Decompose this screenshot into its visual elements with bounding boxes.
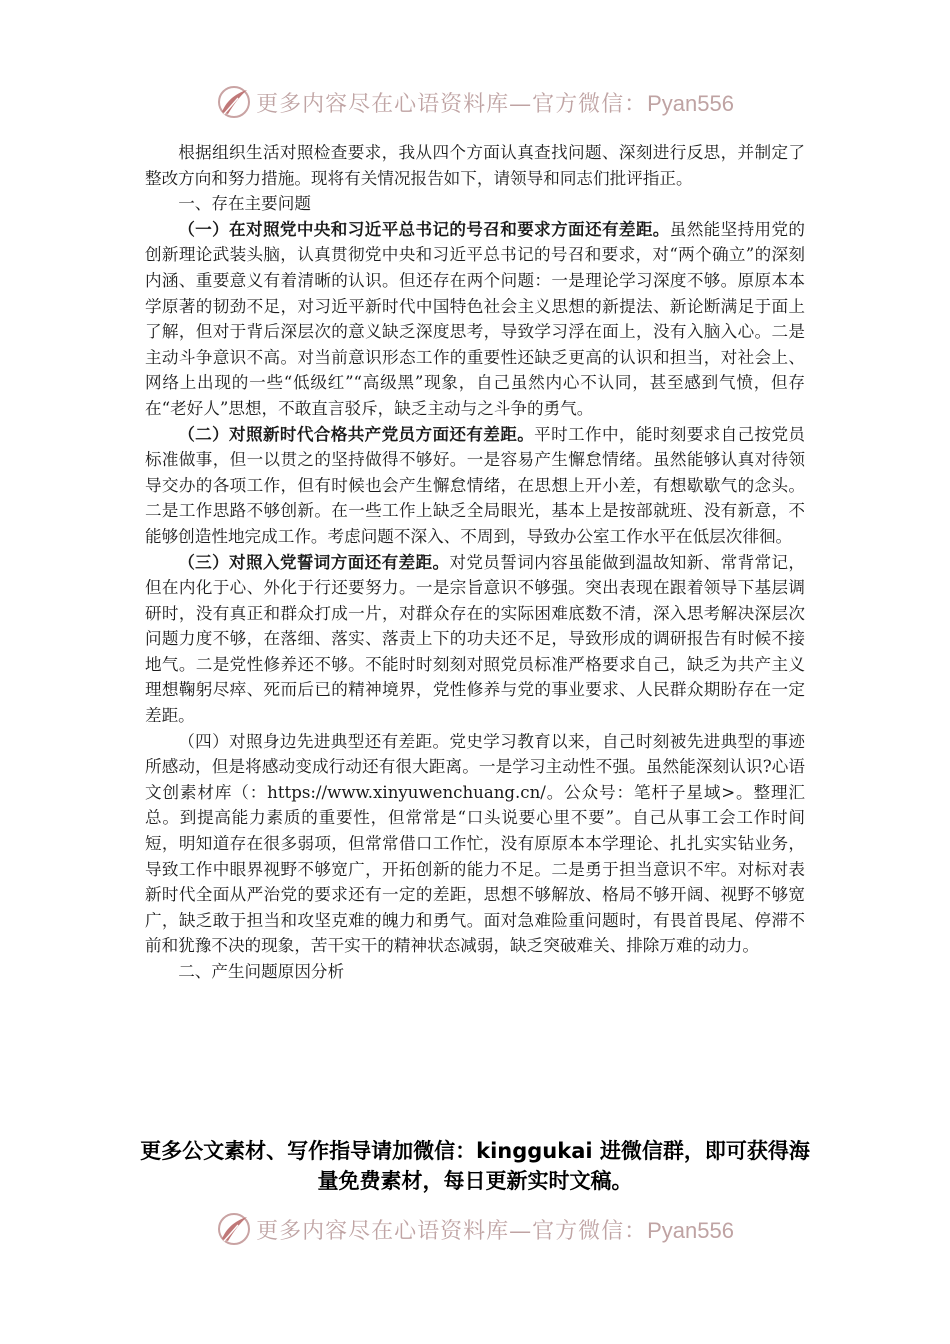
footer-watermark-banner: [0, 1209, 950, 1249]
paragraph-1: [145, 217, 805, 422]
section-heading-1: 一、存在主要问题: [178, 194, 311, 214]
paragraph-1-body: 虽然能坚持用党的创新理论武装头脑，认真贯彻党中央和习近平总书记的号召和要求，对“两个确立”的深刻内涵、重要意义有着清晰的认识。但还存在两个问题：一是理论学习深度不够。原原本本学原著的韧劲不足，对习近平新时代中国特色社会主义思想的新提法、新论断满足于面上了解，但对于背后深层次的意义缺乏深度思考，导致学习浮在面上，没有入脑入心。二是主动斗争意识不高。对当前意识形态工作的重要性还缺乏更高的认识和担当，对社会上、网络上出现的一些“低级红”“高级黑”现象，自己虽然内心不认同，甚至感到气愤，但存在“老好人”思想，不敢直言驳斥，缺乏主动与之斗争的勇气。: [145, 219, 806, 418]
intro-paragraph: 根据组织生活对照检查要求，我从四个方面认真查找问题、深刻进行反思，并制定了整改方向和努力措施。现将有关情况报告如下，请领导和同志们批评指正。: [145, 143, 805, 188]
paragraph-1-heading: （一）在对照党中央和习近平总书记的号召和要求方面还有差距。: [178, 219, 670, 239]
promo-notice: 更多公文素材、写作指导请加微信：kinggukai 进微信群，即可获得海量免费素材，每日更新实时文稿。: [140, 1139, 810, 1193]
document-body: [145, 140, 805, 985]
paragraph-4: （四）对照身边先进典型还有差距。党史学习教育以来，自己时刻被先进典型的事迹所感动，但是将感动变成行动还有很大距离。一是学习主动性不强。虽然能深刻认识?心语文创素材库（：https://www.xinyuwenchuang.cn/。公众号：笔杆子星域>。整理汇总。到提高能力素质的重要性，但常常是“口头说要心里不要”。自己从事工会工作时间短，明知道存在很多弱项，但常常借口工作忙，没有原原本本学理论、扎扎实实钻业务，导致工作中眼界视野不够宽广，开拓创新的能力不足。二是勇于担当意识不牢。对标对表新时代全面从严治党的要求还有一定的差距，思想不够解放、格局不够开阔、视野不够宽广，缺乏敢于担当和攻坚克难的魄力和勇气。面对急难险重问题时，有畏首畏尾、停滞不前和犹豫不决的现象，苦干实干的精神状态减弱，缺乏突破难关、排除万难的动力。: [145, 731, 805, 956]
paragraph-2: [145, 422, 805, 550]
header-watermark-banner: [0, 82, 950, 122]
banner-text: 更多内容尽在心语资料库—官方微信：Pyan556: [256, 90, 734, 117]
section-heading-2: 二、产生问题原因分析: [178, 962, 345, 981]
wechat-handle: Pyan556: [647, 90, 734, 116]
paragraph-3: [145, 550, 805, 729]
paragraph-3-body: 对党员誓词内容虽能做到温故知新、常背常记，但在内化于心、外化于行还要努力。一是宗旨意识不够强。突出表现在跟着领导下基层调研时，没有真正和群众打成一片，对群众存在的实际困难底数不清，深入思考解决深层次问题力度不够，在落细、落实、落责上下的功夫还不足，导致形成的调研报告有时候不接地气。二是党性修养还不够。不能时时刻刻对照党员标准严格要求自己，缺乏为共产主义理想鞠躬尽瘁、死而后已的精神境界，党性修养与党的事业要求、人民群众期盼存在一定差距。: [145, 552, 806, 726]
pen-leaf-icon: [216, 84, 252, 120]
wechat-handle: Pyan556: [647, 1217, 734, 1243]
paragraph-2-heading: （二）对照新时代合格共产党员方面还有差距。: [178, 424, 535, 444]
pen-leaf-icon: [216, 1211, 252, 1247]
paragraph-3-heading: （三）对照入党誓词方面还有差距。: [178, 552, 450, 572]
banner-text: 更多内容尽在心语资料库—官方微信：Pyan556: [256, 1217, 734, 1244]
paragraph-2-body: 平时工作中，能时刻要求自己按党员标准做事，但一以贯之的坚持做得不够好。一是容易产生懈怠情绪。虽然能够认真对待领导交办的各项工作，但有时候也会产生懈怠情绪，在思想上开小差，有想歇歇气的念头。二是工作思路不够创新。在一些工作上缺乏全局眼光，基本上是按部就班、没有新意，不能够创造性地完成工作。考虑问题不深入、不周到，导致办公室工作水平在低层次徘徊。: [145, 424, 806, 546]
